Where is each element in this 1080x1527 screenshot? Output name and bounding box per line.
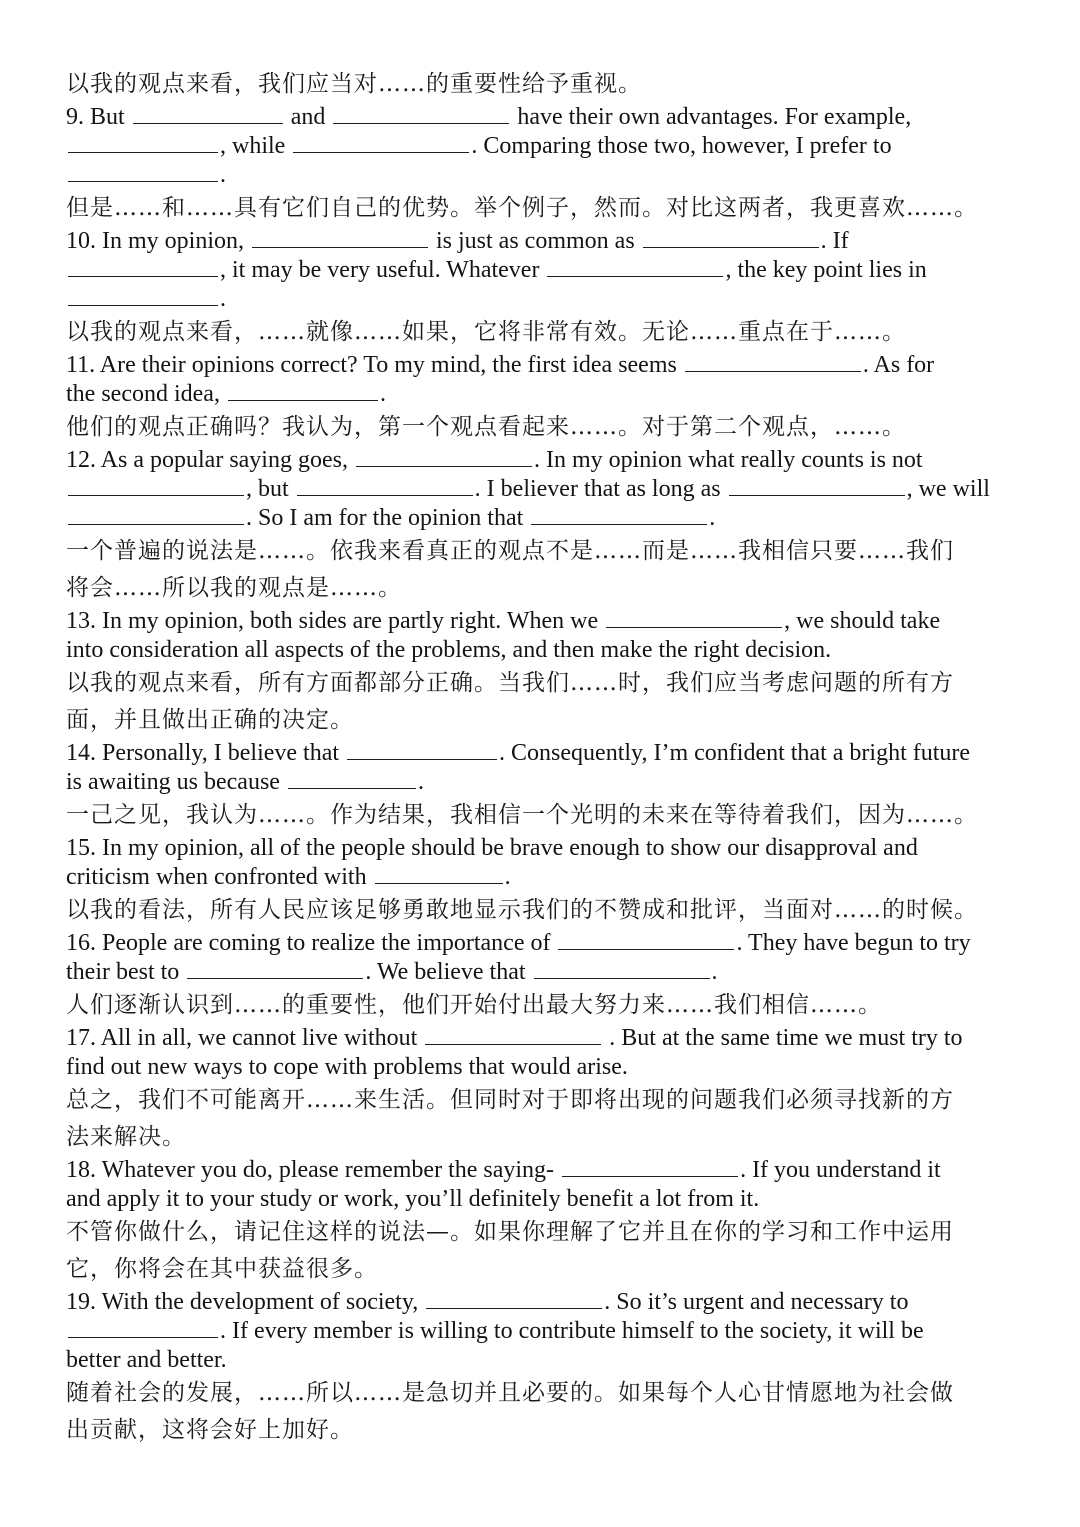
item-16-translation: 人们逐渐认识到……的重要性，他们开始付出最大努力来……我们相信……。 — [66, 992, 882, 1018]
item-13-english: 13. In my opinion, both sides are partly right. When we , we should take into consideration all aspects of the problems, and then make the right decision. — [66, 608, 941, 663]
item-10-translation: 以我的观点来看，……就像……如果，它将非常有效。无论……重点在于……。 — [66, 319, 906, 345]
item-17-translation-line-2: 法来解决。 — [66, 1124, 186, 1150]
answer-blank[interactable] — [333, 103, 509, 124]
item-13-translation-line-2: 面，并且做出正确的决定。 — [66, 707, 354, 733]
item-11-translation: 他们的观点正确吗？我认为，第一个观点看起来……。对于第二个观点，……。 — [66, 414, 906, 440]
item-13 — [66, 607, 1010, 739]
answer-blank[interactable] — [547, 256, 723, 277]
answer-blank[interactable] — [606, 607, 782, 628]
item-18-translation-line-1: 不管你做什么，请记住这样的说法—。如果你理解了它并且在你的学习和工作中运用 — [66, 1219, 954, 1245]
item-10 — [66, 227, 1010, 351]
answer-blank[interactable] — [288, 768, 416, 789]
answer-blank[interactable] — [562, 1156, 738, 1177]
item-12-translation-line-1: 一个普遍的说法是……。依我来看真正的观点不是……而是……我相信只要……我们 — [66, 538, 954, 564]
item-16 — [66, 929, 1010, 1024]
item-11-english: 11. Are their opinions correct? To my mind, the first idea seems . As for the second idea, . — [66, 352, 935, 407]
item-19-english: 19. With the development of society, . So it’s urgent and necessary to . If every member is willing to contribute himself to the society, it will be better and better. — [66, 1289, 924, 1373]
answer-blank[interactable] — [685, 351, 861, 372]
answer-blank[interactable] — [68, 504, 244, 525]
item-15-english: 15. In my opinion, all of the people should be brave enough to show our disapproval and criticism when confronted with . — [66, 835, 918, 890]
item-19-translation-line-1: 随着社会的发展，……所以……是急切并且必要的。如果每个人心甘情愿地为社会做 — [66, 1380, 954, 1406]
answer-blank[interactable] — [293, 132, 469, 153]
item-19 — [66, 1288, 1010, 1449]
answer-blank[interactable] — [68, 1317, 218, 1338]
answer-blank[interactable] — [426, 1288, 602, 1309]
answer-blank[interactable] — [643, 227, 819, 248]
answer-blank[interactable] — [356, 446, 532, 467]
item-15-translation: 以我的看法，所有人民应该足够勇敢地显示我们的不赞成和批评，当面对……的时候。 — [66, 897, 978, 923]
item-15 — [66, 834, 1010, 929]
item-17 — [66, 1024, 1010, 1156]
item-18-english: 18. Whatever you do, please remember the saying- . If you understand it and apply it to your study or work, you’ll definitely benefit a lot from it. — [66, 1157, 941, 1212]
item-19-translation-line-2: 出贡献，这将会好上加好。 — [66, 1417, 354, 1443]
answer-blank[interactable] — [68, 475, 244, 496]
item-14-translation: 一己之见，我认为……。作为结果，我相信一个光明的未来在等待着我们，因为……。 — [66, 802, 978, 828]
item-14-english: 14. Personally, I believe that . Consequently, I’m confident that a bright future is awaiting us because . — [66, 740, 971, 795]
item-9-english: 9. But and have their own advantages. For example, , while . Comparing those two, however, I prefer to . — [66, 104, 912, 188]
item-14 — [66, 739, 1010, 834]
answer-blank[interactable] — [425, 1024, 601, 1045]
answer-blank[interactable] — [68, 285, 218, 306]
item-13-translation-line-1: 以我的观点来看，所有方面都部分正确。当我们……时，我们应当考虑问题的所有方 — [66, 670, 954, 696]
item-12-english: 12. As a popular saying goes, . In my opinion what really counts is not , but . I believer that as long as , we will . So I am for the opinion that . — [66, 447, 990, 531]
answer-blank[interactable] — [347, 739, 497, 760]
item-12 — [66, 446, 1010, 607]
answer-blank[interactable] — [68, 132, 218, 153]
answer-blank[interactable] — [558, 929, 734, 950]
answer-blank[interactable] — [252, 227, 428, 248]
answer-blank[interactable] — [133, 103, 283, 124]
item-18-translation-line-2: 它，你将会在其中获益很多。 — [66, 1256, 378, 1282]
item-11 — [66, 351, 1010, 446]
answer-blank[interactable] — [729, 475, 905, 496]
answer-blank[interactable] — [375, 863, 503, 884]
item-17-english: 17. All in all, we cannot live without . But at the same time we must try to find out new ways to cope with problems that would arise. — [66, 1025, 963, 1080]
item-16-english: 16. People are coming to realize the importance of . They have begun to try their best to . We believe that . — [66, 930, 971, 985]
answer-blank[interactable] — [228, 380, 378, 401]
item-9-translation: 但是……和……具有它们自己的优势。举个例子，然而。对比这两者，我更喜欢……。 — [66, 195, 978, 221]
answer-blank[interactable] — [187, 958, 363, 979]
answer-blank[interactable] — [68, 256, 218, 277]
top-translation: 以我的观点来看，我们应当对……的重要性给予重视。 — [66, 71, 642, 97]
item-12-translation-line-2: 将会……所以我的观点是……。 — [66, 575, 402, 601]
answer-blank[interactable] — [534, 958, 710, 979]
answer-blank[interactable] — [531, 504, 707, 525]
item-17-translation-line-1: 总之，我们不可能离开……来生活。但同时对于即将出现的问题我们必须寻找新的方 — [66, 1087, 954, 1113]
answer-blank[interactable] — [68, 161, 218, 182]
item-18 — [66, 1156, 1010, 1288]
item-9 — [66, 103, 1010, 227]
answer-blank[interactable] — [297, 475, 473, 496]
item-10-english: 10. In my opinion, is just as common as . If , it may be very useful. Whatever , the key point lies in . — [66, 228, 927, 312]
